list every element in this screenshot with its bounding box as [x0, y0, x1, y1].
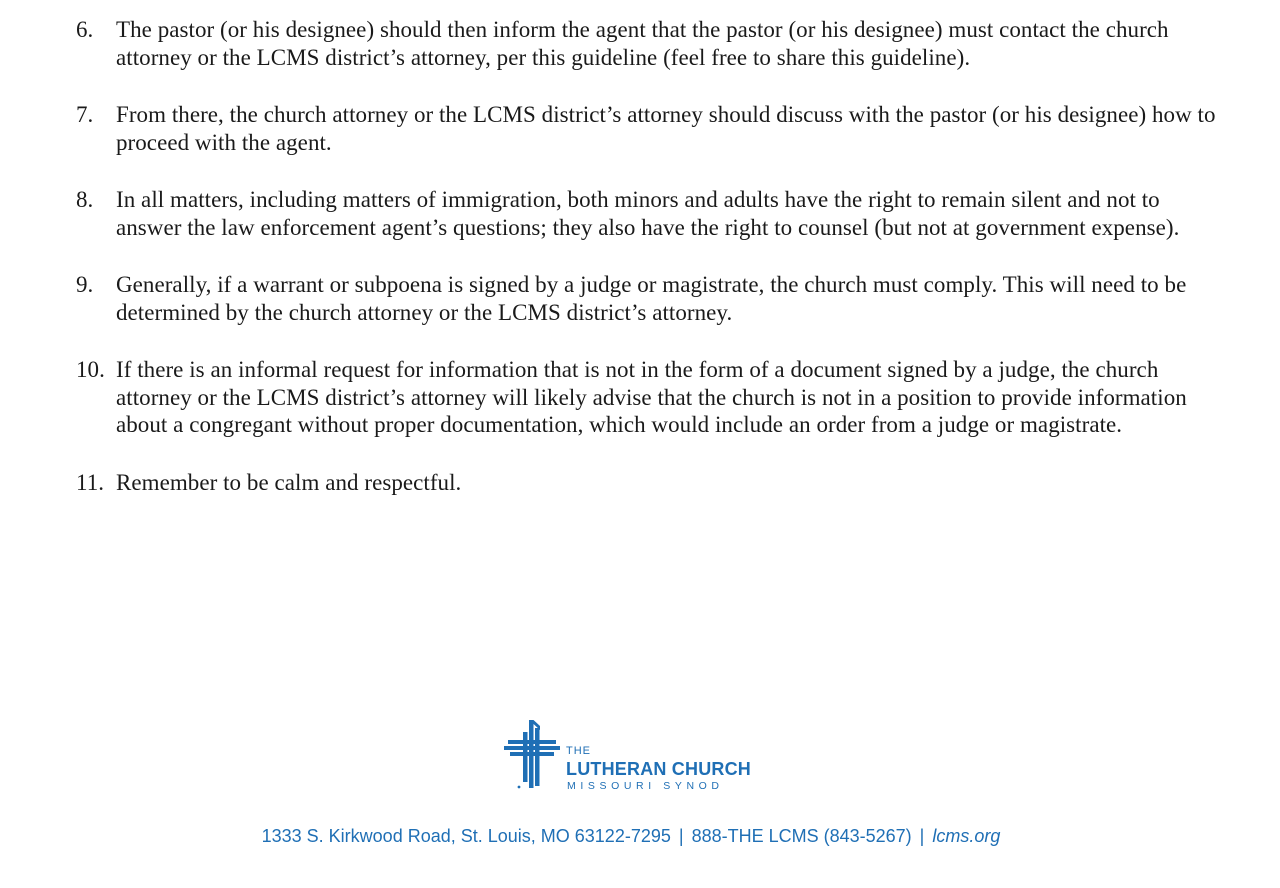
- list-item: [76, 271, 1226, 326]
- list-item: [76, 356, 1226, 439]
- list-item-text: Generally, if a warrant or subpoena is signed by a judge or magistrate, the church must comply. This will need to be determined by the church attorney or the LCMS district’s attorney.: [116, 272, 1187, 325]
- list-item: [76, 16, 1226, 71]
- list-item-text: In all matters, including matters of immigration, both minors and adults have the right to remain silent and not to answer the law enforcement agent’s questions; they also have the right to counsel (but not at government expense).: [116, 187, 1180, 240]
- list-item-text: The pastor (or his designee) should then inform the agent that the pastor (or his designee) must contact the church attorney or the LCMS district’s attorney, per this guideline (feel free to share this guideline).: [116, 17, 1169, 70]
- list-item: [76, 469, 1226, 497]
- footer-contact: [0, 826, 1262, 847]
- footer-phone: 888-THE LCMS (843-5267): [691, 826, 912, 846]
- list-item-number: 8.: [76, 187, 94, 212]
- cross-icon: [502, 718, 562, 794]
- lcms-logo: [502, 718, 762, 794]
- footer-address: 1333 S. Kirkwood Road, St. Louis, MO 63122-7295: [261, 826, 671, 846]
- list-item-text: Remember to be calm and respectful.: [116, 469, 462, 495]
- list-item-text: From there, the church attorney or the LCMS district’s attorney should discuss with the pastor (or his designee) how to proceed with the agent.: [116, 102, 1216, 155]
- list-item-number: 11.: [76, 469, 105, 495]
- logo-subtitle: MISSOURI SYNOD: [567, 780, 724, 792]
- logo-the: THE: [566, 745, 591, 757]
- logo-name: LUTHERAN CHURCH: [566, 759, 751, 779]
- footer-website-link[interactable]: lcms.org: [932, 826, 1001, 846]
- footer-separator: |: [919, 826, 925, 846]
- numbered-list: [76, 16, 1226, 526]
- list-item-number: 10.: [76, 357, 105, 382]
- list-item-number: 9.: [76, 272, 94, 297]
- footer-separator: |: [678, 826, 684, 846]
- list-item: [76, 101, 1226, 156]
- list-item: [76, 186, 1226, 241]
- list-item-number: 7.: [76, 102, 94, 127]
- list-item-text: If there is an informal request for information that is not in the form of a document signed by a judge, the church attorney or the LCMS district’s attorney will likely advise that the church is not in a position to provide information about a congregant without proper documentation, which would include an order from a judge or magistrate.: [116, 357, 1187, 437]
- list-item-number: 6.: [76, 17, 94, 42]
